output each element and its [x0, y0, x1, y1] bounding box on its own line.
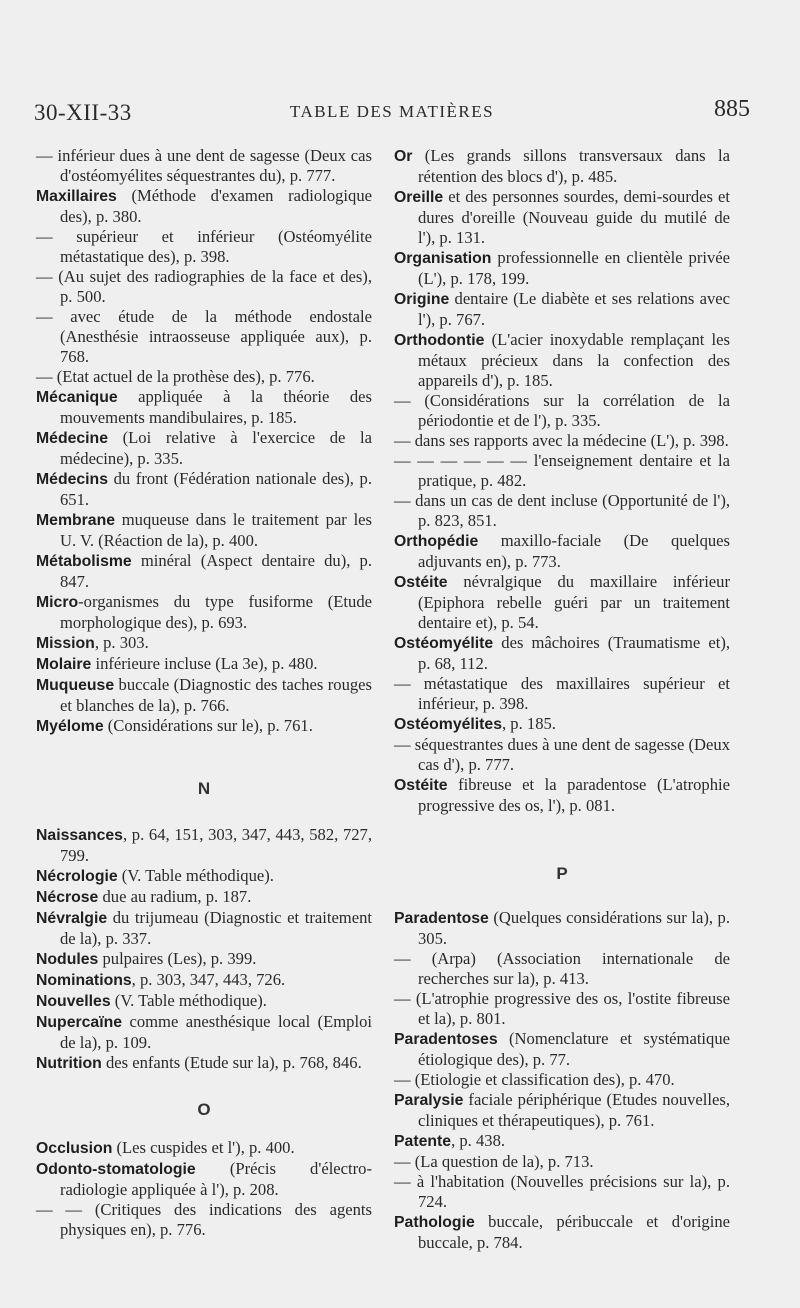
index-entry — [394, 531, 730, 572]
index-entry — [36, 970, 372, 991]
entry-text: — (Etiologie et classification des), p. 470. — [394, 1070, 675, 1089]
entry-term: Pathologie — [394, 1214, 475, 1231]
entry-text: — — — — — — l'enseignement dentaire et la pratique, p. 482. — [394, 451, 730, 490]
index-entry — [394, 451, 730, 491]
entry-term: Molaire — [36, 656, 92, 673]
entry-term: Occlusion — [36, 1140, 113, 1157]
entry-text: (Précis d'électro-radiologie appliquée à l'), p. 208. — [60, 1159, 372, 1199]
entry-term: Nominations — [36, 972, 132, 989]
entry-text: (L'acier inoxydable remplaçant les métaux précieux dans la confection des appareils d'), p. 185. — [418, 330, 730, 390]
entry-term: Ostéite — [394, 777, 448, 794]
index-entry — [394, 949, 730, 989]
entry-text: — (L'atrophie progressive des os, l'ostite fibreuse et la), p. 801. — [394, 989, 730, 1028]
entry-text: faciale périphérique (Etudes nouvelles, cliniques et thérapeutiques), p. 761. — [418, 1090, 730, 1130]
index-entry — [394, 1172, 730, 1212]
entries-m-list — [36, 146, 372, 737]
index-entry — [394, 775, 730, 816]
entry-text: appliquée à la théorie des mouvements mandibulaires, p. 185. — [60, 387, 372, 427]
index-entry — [394, 146, 730, 187]
entry-term: Nécrologie — [36, 868, 118, 885]
running-header — [34, 92, 750, 132]
index-entry — [394, 391, 730, 431]
right-column — [394, 146, 730, 1253]
index-entry — [36, 1138, 372, 1159]
entry-text: muqueuse dans le traitement par les U. V. (Réaction de la), p. 400. — [60, 510, 372, 550]
entry-text: professionnelle en clientèle privée (L'), p. 178, 199. — [418, 248, 730, 288]
entry-text: — (Arpa) (Association internationale de recherches sur la), p. 413. — [394, 949, 730, 988]
index-entry — [394, 735, 730, 775]
entry-text: (Quelques considérations sur la), p. 305. — [418, 908, 730, 948]
index-entry — [36, 367, 372, 387]
entry-text: — (Au sujet des radiographies de la face et des), p. 500. — [36, 267, 372, 306]
entry-term: Médecine — [36, 430, 108, 447]
index-entry — [36, 387, 372, 428]
header-date: 30-XII-33 — [34, 100, 132, 125]
index-entry — [36, 1012, 372, 1053]
index-entry — [36, 866, 372, 887]
index-entry — [36, 510, 372, 551]
index-entry — [36, 1053, 372, 1074]
index-entry — [36, 825, 372, 866]
header-title: TABLE DES MATIÈRES — [289, 102, 495, 121]
entries-o-list — [36, 1138, 372, 1240]
section-letter-o: O — [197, 1100, 211, 1119]
entry-text: comme anesthésique local (Emploi de la), p. 109. — [60, 1012, 372, 1052]
entry-term: Micro — [36, 594, 79, 611]
entries-o-continued-list — [394, 146, 730, 816]
entry-text: , p. 438. — [451, 1131, 506, 1150]
index-entry — [36, 146, 372, 186]
index-entry — [36, 428, 372, 469]
section-letter-p: P — [556, 864, 568, 883]
entry-term: Membrane — [36, 512, 116, 529]
entry-text: — inférieur dues à une dent de sagesse (Deux cas d'ostéomyélites séquestrantes du), p. 777. — [36, 146, 372, 185]
entries-n-list — [36, 825, 372, 1074]
entry-text: (Loi relative à l'exercice de la médecine), p. 335. — [60, 428, 372, 468]
entry-text: — — (Critiques des indications des agents physiques en), p. 776. — [36, 1200, 372, 1239]
entry-text: — supérieur et inférieur (Ostéomyélite métastatique des), p. 398. — [36, 227, 372, 266]
index-entry — [36, 1159, 372, 1200]
entry-term: Origine — [394, 291, 450, 308]
entry-text: du trijumeau (Diagnostic et traitement de la), p. 337. — [60, 908, 372, 948]
entry-term: Odonto-stomatologie — [36, 1161, 196, 1178]
entry-text: , p. 64, 151, 303, 347, 443, 582, 727, 799. — [60, 825, 372, 865]
index-entry — [36, 633, 372, 654]
index-entry — [36, 592, 372, 633]
index-entry — [394, 908, 730, 949]
index-entry — [394, 714, 730, 735]
index-entry — [394, 1070, 730, 1090]
entry-term: Névralgie — [36, 910, 108, 927]
index-entry — [36, 675, 372, 716]
entry-term: Ostéomyélite — [394, 635, 494, 652]
entry-term: Organisation — [394, 250, 492, 267]
entry-term: Nutrition — [36, 1055, 102, 1072]
entry-text: — séquestrantes dues à une dent de sagesse (Deux cas d'), p. 777. — [394, 735, 730, 774]
index-entry — [36, 908, 372, 949]
entry-text: -organismes du type fusiforme (Etude morphologique des), p. 693. — [60, 592, 372, 632]
entry-text: du front (Fédération nationale des), p. 651. — [60, 469, 372, 509]
entry-text: due au radium, p. 187. — [98, 887, 252, 906]
entry-term: Mécanique — [36, 389, 118, 406]
entry-text: — (La question de la), p. 713. — [394, 1152, 594, 1171]
entry-text: — (Etat actuel de la prothèse des), p. 776. — [36, 367, 315, 386]
entry-term: Paradentose — [394, 910, 489, 927]
entries-p-list — [394, 908, 730, 1253]
entry-text: — à l'habitation (Nouvelles précisions sur la), p. 724. — [394, 1172, 730, 1211]
entry-text: — dans ses rapports avec la médecine (L'), p. 398. — [394, 431, 729, 450]
entry-term: Or — [394, 148, 413, 165]
entry-term: Mission — [36, 635, 95, 652]
index-entry — [394, 1029, 730, 1070]
entry-term: Orthodontie — [394, 332, 485, 349]
index-entry — [394, 1152, 730, 1172]
entry-text: buccale (Diagnostic des taches rouges et blanches de la), p. 766. — [60, 675, 372, 715]
entry-text: fibreuse et la paradentose (L'atrophie progressive des os, l'), p. 081. — [418, 775, 730, 815]
index-entry — [394, 431, 730, 451]
index-entry — [394, 289, 730, 330]
entry-text: (Méthode d'examen radiologique des), p. 380. — [60, 186, 372, 226]
entry-text: (Considérations sur le), p. 761. — [103, 716, 313, 735]
entry-text: (Les cuspides et l'), p. 400. — [112, 1138, 295, 1157]
index-entry — [36, 949, 372, 970]
index-entry — [394, 330, 730, 391]
entry-text: buccale, péribuccale et d'origine buccale, p. 784. — [418, 1212, 730, 1252]
entry-text: minéral (Aspect dentaire du), p. 847. — [60, 551, 372, 591]
section-letter-n: N — [197, 779, 211, 798]
index-entry — [36, 716, 372, 737]
entry-term: Métabolisme — [36, 553, 132, 570]
entry-term: Ostéomyélites — [394, 716, 502, 733]
entry-text: des enfants (Etude sur la), p. 768, 846. — [101, 1053, 362, 1072]
index-entry — [36, 887, 372, 908]
entry-text: , p. 185. — [502, 714, 556, 733]
entry-term: Maxillaires — [36, 188, 117, 205]
index-entry — [36, 307, 372, 367]
entry-text: inférieure incluse (La 3e), p. 480. — [91, 654, 318, 673]
entry-text: (Les grands sillons transversaux dans la rétention des blocs d'), p. 485. — [412, 146, 730, 186]
index-entry — [36, 227, 372, 267]
index-entry — [36, 469, 372, 510]
entry-term: Paralysie — [394, 1092, 464, 1109]
entry-text: pulpaires (Les), p. 399. — [98, 949, 257, 968]
index-entry — [394, 674, 730, 714]
index-entry — [36, 991, 372, 1012]
index-entry — [394, 1131, 730, 1152]
index-entry — [36, 186, 372, 227]
entry-term: Orthopédie — [394, 533, 479, 550]
entry-text: , p. 303. — [94, 633, 149, 652]
entry-term: Nupercaïne — [36, 1014, 123, 1031]
entry-term: Nodules — [36, 951, 99, 968]
index-entry — [36, 1200, 372, 1240]
index-entry — [394, 187, 730, 248]
index-entry — [36, 654, 372, 675]
entry-term: Patente — [394, 1133, 452, 1150]
index-entry — [394, 572, 730, 633]
entry-term: Ostéite — [394, 574, 448, 591]
entry-text: névralgique du maxillaire inférieur (Epiphora rebelle guéri par un traitement dentaire et), p. 54. — [418, 572, 730, 632]
index-entry — [36, 267, 372, 307]
entry-term: Muqueuse — [36, 677, 115, 694]
index-entry — [36, 551, 372, 592]
entry-text: (V. Table méthodique). — [117, 866, 274, 885]
entry-term: Naissances — [36, 827, 123, 844]
entry-text: — (Considérations sur la corrélation de la périodontie et de l'), p. 335. — [394, 391, 730, 430]
index-entry — [394, 491, 730, 531]
entry-text: — métastatique des maxillaires supérieur et inférieur, p. 398. — [394, 674, 730, 713]
entry-term: Médecins — [36, 471, 108, 488]
entry-term: Nouvelles — [36, 993, 111, 1010]
entry-text: et des personnes sourdes, demi-sourdes et dures d'oreille (Nouveau guide du mutilé de l'), p. 131. — [418, 187, 730, 247]
entry-term: Paradentoses — [394, 1031, 498, 1048]
index-entry — [394, 248, 730, 289]
index-entry — [394, 633, 730, 674]
entry-term: Myélome — [36, 718, 104, 735]
entry-text: — dans un cas de dent incluse (Opportunité de l'), p. 823, 851. — [394, 491, 730, 530]
index-entry — [394, 1212, 730, 1253]
entry-term: Nécrose — [36, 889, 99, 906]
entry-text: dentaire (Le diabète et ses relations avec l'), p. 767. — [418, 289, 730, 329]
left-column — [36, 146, 372, 1240]
page-number: 885 — [714, 96, 750, 122]
index-entry — [394, 989, 730, 1029]
entry-text: , p. 303, 347, 443, 726. — [131, 970, 286, 989]
entry-text: des mâchoires (Traumatisme et), p. 68, 112. — [418, 633, 730, 673]
index-entry — [394, 1090, 730, 1131]
entry-text: — avec étude de la méthode endostale (Anesthésie intraosseuse appliquée aux), p. 768. — [36, 307, 372, 366]
entry-text: maxillo-faciale (De quelques adjuvants en), p. 773. — [418, 531, 730, 571]
entry-term: Oreille — [394, 189, 444, 206]
entry-text: (Nomenclature et systématique étiologique des), p. 77. — [418, 1029, 730, 1069]
entry-text: (V. Table méthodique). — [110, 991, 267, 1010]
